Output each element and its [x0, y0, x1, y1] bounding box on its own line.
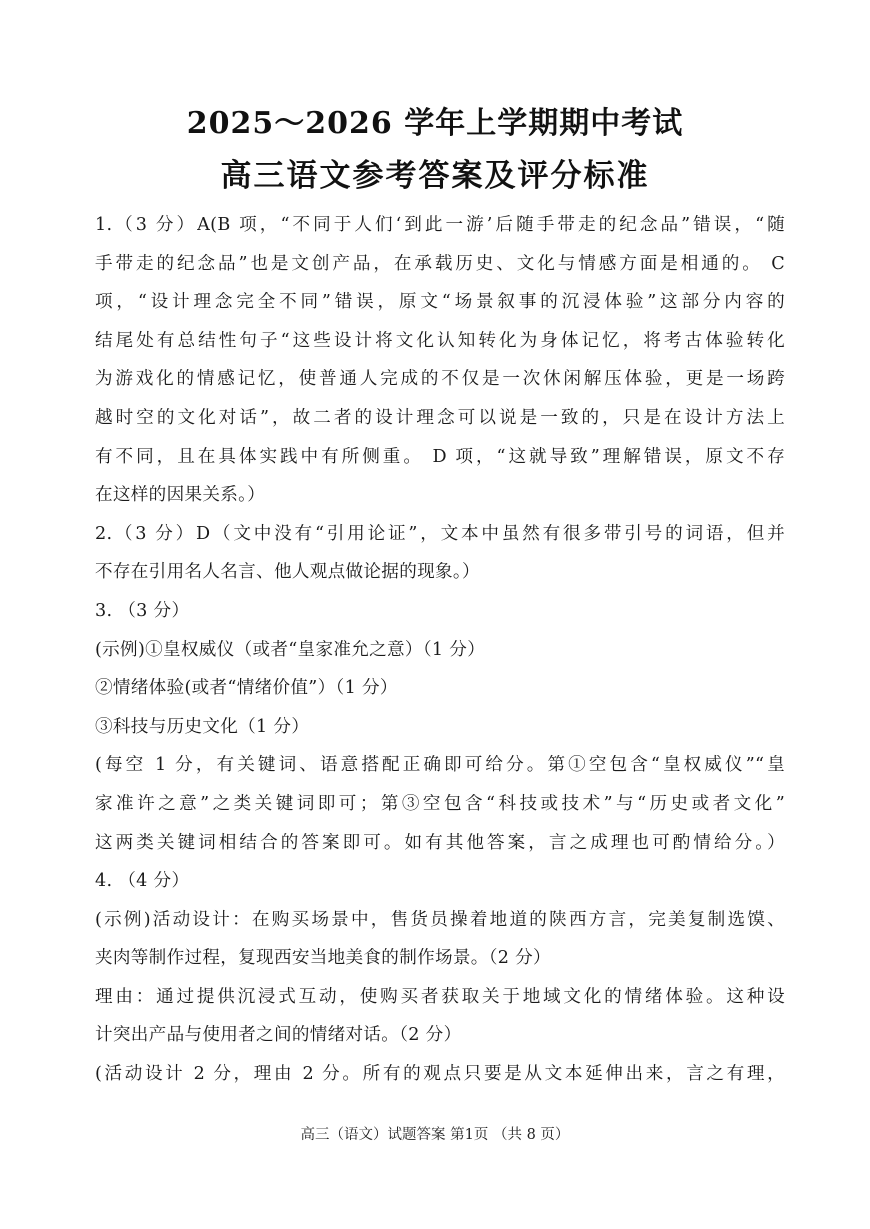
- answer-line: (示例)①皇权威仪（或者“皇家准允之意）（1 分）: [95, 639, 486, 660]
- answer-line: 有不同，且在具体实践中有所侧重。 D 项，“这就导致”理解错误，原文不存: [95, 446, 785, 467]
- answer-line: 1.（3 分）A(B 项，“不同于人们‘到此一游’后随手带走的纪念品”错误，“随: [95, 215, 785, 235]
- answer-line: 手带走的纪念品”也是文创产品，在承载历史、文化与情感方面是相通的。 C: [95, 253, 785, 274]
- answer-line: 不存在引用名人名言、他人观点做论据的现象。）: [95, 562, 480, 583]
- answer-line: 这两类关键词相结合的答案即可。如有其他答案，言之成理也可酌情给分。）: [95, 832, 785, 853]
- answer-line: (活动设计 2 分，理由 2 分。所有的观点只要是从文本延伸出来，言之有理，: [95, 1064, 785, 1085]
- answer-line: 家准许之意”之类关键词即可；第③空包含“科技或技术”与“历史或者文化”: [95, 793, 785, 814]
- answer-line: ②情绪体验(或者“情绪价值”）（1 分）: [95, 678, 398, 699]
- answer-line: 夹肉等制作过程，复现西安当地美食的制作场景。（2 分）: [95, 948, 551, 969]
- answer-line: 2.（3 分）D（文中没有“引用论证”，文本中虽然有很多带引号的词语，但并: [95, 523, 785, 544]
- answer-line: 计突出产品与使用者之间的情绪对话。（2 分）: [95, 1025, 462, 1046]
- answer-body: [95, 206, 785, 1094]
- answer-line: 越时空的文化对话”，故二者的设计理念可以说是一致的，只是在设计方法上: [95, 407, 785, 428]
- page-footer: 高三（语文）试题答案 第1页 （共 8 页）: [300, 1127, 570, 1143]
- document-subtitle: 高三语文参考答案及评分标准: [220, 158, 650, 194]
- answer-line: 3. （3 分）: [95, 600, 190, 621]
- answer-line: 为游戏化的情感记忆，使普通人完成的不仅是一次休闲解压体验，更是一场跨: [95, 369, 785, 390]
- answer-line: 4. （4 分）: [95, 871, 190, 892]
- answer-line: 理由：通过提供沉浸式互动，使购买者获取关于地域文化的情绪体验。这种设: [95, 986, 785, 1007]
- answer-line: 在这样的因果关系。）: [95, 485, 266, 506]
- answer-line: 结尾处有总结性句子“这些设计将文化认知转化为身体记忆，将考古体验转化: [95, 330, 785, 351]
- answer-line: ③科技与历史文化（1 分）: [95, 716, 310, 737]
- answer-line: (每空 1 分，有关键词、语意搭配正确即可给分。第①空包含“皇权威仪”“皇: [95, 755, 785, 776]
- exam-title: 2025～2026 学年上学期期中考试: [186, 106, 684, 141]
- answer-line: (示例)活动设计：在购买场景中，售货员操着地道的陕西方言，完美复制选馍、: [95, 909, 785, 930]
- answer-line: 项，“设计理念完全不同”错误，原文“场景叙事的沉浸体验”这部分内容的: [95, 292, 785, 313]
